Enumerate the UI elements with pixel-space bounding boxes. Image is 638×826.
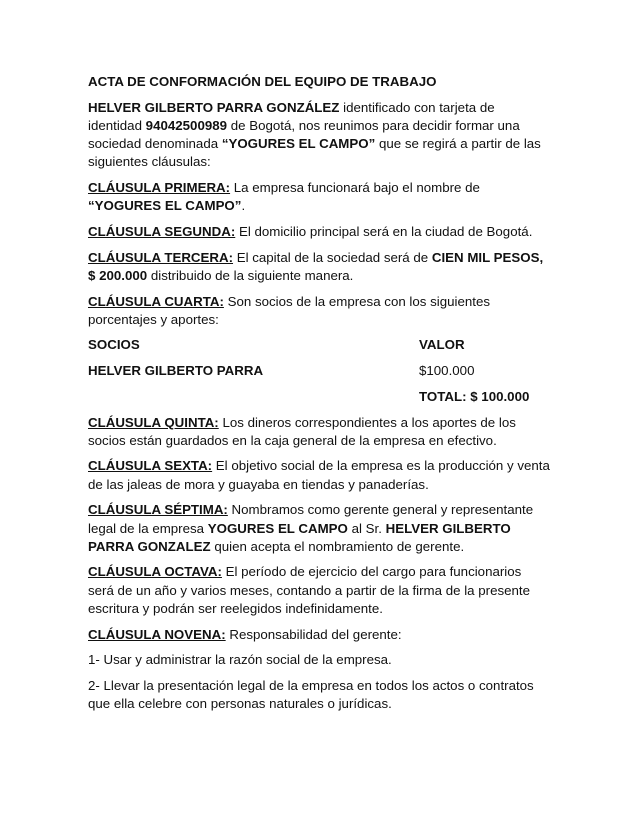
header-valor: VALOR (419, 337, 465, 353)
clause-text: Los dineros correspondientes a los aportes de los socios están guardados en la caja general de la empresa en efectivo. (88, 414, 516, 448)
company-name: “YOGURES EL CAMPO” (88, 198, 242, 214)
clause-tercera (88, 249, 550, 285)
clause-quinta (88, 414, 550, 450)
clause-label: CLÁUSULA TERCERA: (88, 249, 234, 265)
clause-text-2: distribuido de la siguiente manera. (147, 267, 354, 283)
clause-primera (88, 179, 550, 215)
document-title: ACTA DE CONFORMACIÓN DEL EQUIPO DE TRABAJO (88, 74, 437, 89)
clause-label: CLÁUSULA NOVENA: (88, 626, 226, 642)
clause-sexta (88, 457, 550, 493)
clause-text: El objetivo social de la empresa es la producción y venta de las jaleas de mora y guayaba en tiendas y panaderías. (88, 458, 550, 492)
partners-table-row (88, 362, 550, 380)
partner-value: $100.000 (419, 363, 475, 379)
partners-table-total (88, 388, 550, 406)
clause-label: CLÁUSULA QUINTA: (88, 414, 219, 430)
clause-text: El período de ejercicio del cargo para funcionarios será de un año y varios meses, contando a partir de la firma de la presente escritura y podrán ser reelegidos indefinidamente. (88, 564, 530, 616)
clause-novena (88, 626, 550, 644)
company-name: YOGURES EL CAMPO (207, 520, 348, 536)
clause-text: La empresa funcionará bajo el nombre de (230, 180, 480, 196)
clause-label: CLÁUSULA CUARTA: (88, 293, 224, 309)
clause-label: CLÁUSULA SEGUNDA: (88, 223, 236, 239)
intro-text-2: de Bogotá, nos reunimos para decidir formar una sociedad denominada (88, 117, 520, 152)
clause-end: . (241, 198, 246, 214)
id-number: 94042500989 (145, 117, 228, 133)
intro-text-1: identificado con tarjeta de identidad (88, 99, 495, 133)
clause-septima (88, 501, 550, 556)
intro-text-3: que se regirá a partir de las siguientes cláusulas: (88, 136, 541, 170)
header-socios: SOCIOS (88, 337, 140, 353)
partner-name: HELVER GILBERTO PARRA (88, 363, 264, 379)
intro-paragraph (88, 99, 550, 172)
clause-label: CLÁUSULA SÉPTIMA: (88, 502, 228, 518)
clause-text: El domicilio principal será en la ciudad de Bogotá. (235, 223, 533, 239)
clause-label: CLÁUSULA OCTAVA: (88, 564, 222, 580)
clause-segunda (88, 223, 550, 241)
clause-text: Responsabilidad del gerente: (225, 626, 402, 642)
total-value: TOTAL: $ 100.000 (419, 388, 530, 404)
list-item: 2- Llevar la presentación legal de la empresa en todos los actos o contratos que ella celebre con personas naturales o jurídicas. (88, 677, 534, 712)
clause-text: Son socios de la empresa con los siguientes porcentajes y aportes: (88, 293, 490, 327)
document-body (88, 73, 550, 721)
clause-text: El capital de la sociedad será de (233, 249, 432, 265)
clause-text: Nombramos como gerente general y representante legal de la empresa (88, 502, 534, 536)
clause-text-2: al Sr. (347, 520, 386, 536)
company-name: “YOGURES EL CAMPO” (221, 136, 376, 152)
clause-octava (88, 563, 550, 618)
list-item: 1- Usar y administrar la razón social de la empresa. (88, 652, 392, 668)
clause-label: CLÁUSULA SEXTA: (88, 458, 213, 474)
founder-name: HELVER GILBERTO PARRA GONZÁLEZ (88, 99, 340, 115)
manager-name: HELVER GILBERTO PARRA GONZALEZ (88, 520, 511, 554)
clause-label: CLÁUSULA PRIMERA: (88, 180, 231, 196)
clause-text-3: quien acepta el nombramiento de gerente. (210, 538, 465, 554)
capital-amount: CIEN MIL PESOS, $ 200.000 (88, 249, 544, 283)
partners-table-header (88, 336, 550, 354)
clause-cuarta (88, 293, 550, 329)
